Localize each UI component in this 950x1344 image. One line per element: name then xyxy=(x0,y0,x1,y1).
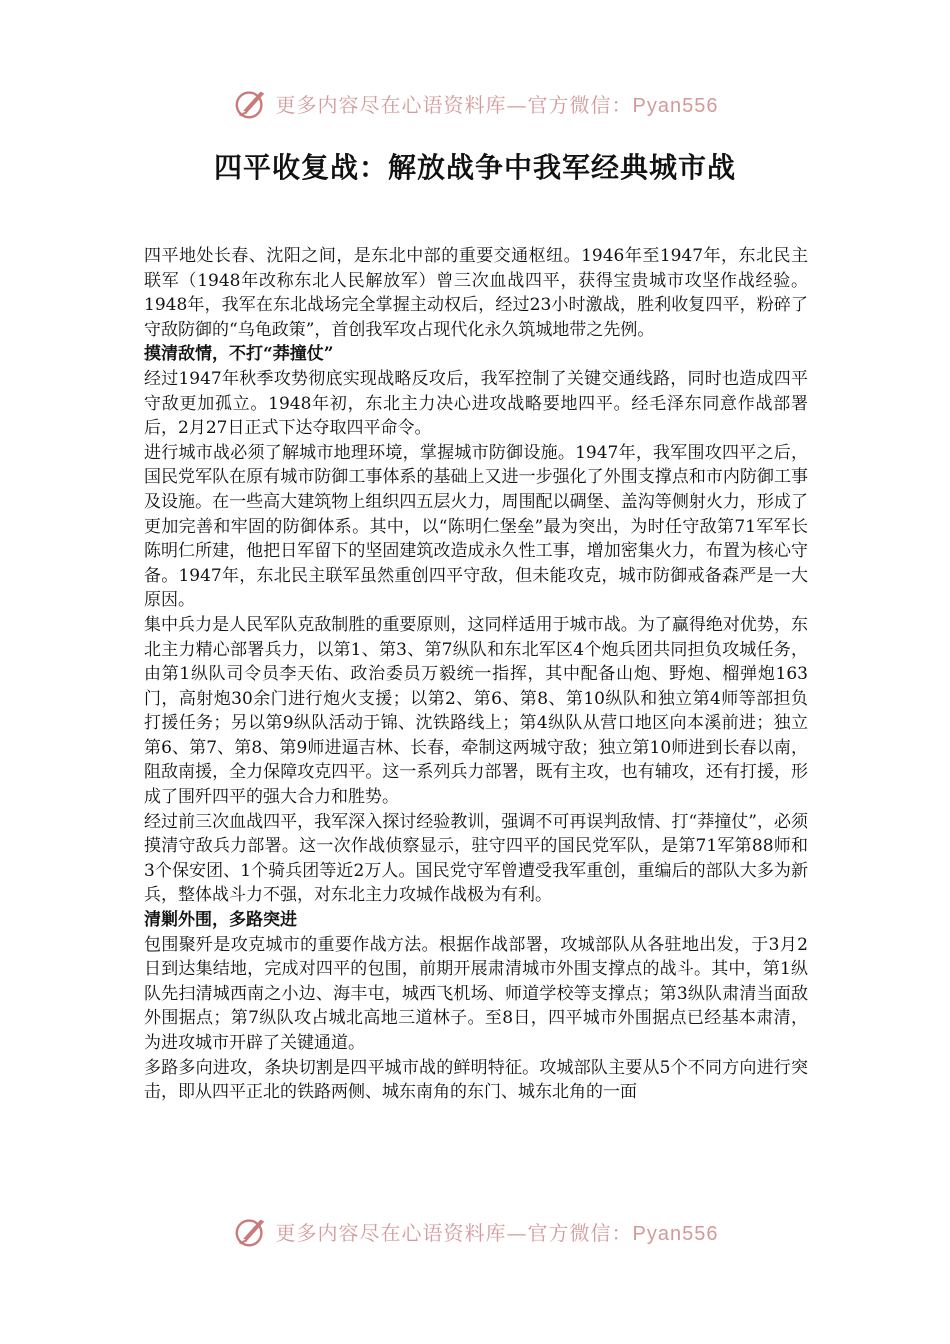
paragraph: 包围聚歼是攻克城市的重要作战方法。根据作战部署，攻城部队从各驻地出发，于3月2日到达集结地，完成对四平的包围，前期开展肃清城市外围支撑点的战斗。其中，第1纵队先扫清城西南之小边、海丰屯，城西飞机场、师道学校等支撑点；第3纵队肃清当面敌外围据点；第7纵队攻占城北高地三道林子。至8日，四平城市外围据点已经基本肃清，为进攻城市开辟了关键通道。 xyxy=(144,934,808,1053)
wechat-id: Pyan556 xyxy=(632,94,719,117)
paragraph: 经过前三次血战四平，我军深入探讨经验教训，强调不可再误判敌情、打“莽撞仗”，必须摸清守敌兵力部署。这一次作战侦察显示，驻守四平的国民党军队，是第71军第88师和3个保安团、1个骑兵团等近2万人。国民党守军曾遭受我军重创，重编后的部队大多为新兵，整体战斗力不强，对东北主力攻城作战极为有利。 xyxy=(144,811,808,906)
section-heading: 清剿外围，多路突进 xyxy=(144,910,297,931)
watermark-header xyxy=(0,78,950,128)
article-body xyxy=(144,244,808,1105)
watermark-footer xyxy=(0,1206,950,1256)
watermark-text: 更多内容尽在心语资料库—官方微信：Pyan556 xyxy=(275,92,719,117)
page-title: 四平收复战：解放战争中我军经典城市战 xyxy=(213,151,736,184)
paragraph: 集中兵力是人民军队克敌制胜的重要原则，这同样适用于城市战。为了赢得绝对优势，东北主力精心部署兵力，以第1、第3、第7纵队和东北军区4个炮兵团共同担负攻城任务，由第1纵队司令员李天佑、政治委员万毅统一指挥，其中配备山炮、野炮、榴弹炮163门，高射炮30余门进行炮火支援；以第2、第6、第8、第10纵队和独立第4师等部担负打援任务；另以第9纵队活动于锦、沈铁路线上；第4纵队从营口地区向本溪前进；独立第6、第7、第8、第9师进逼吉林、长春，牵制这两城守敌；独立第10师进到长春以南，阻敌南援，全力保障攻克四平。这一系列兵力部署，既有主攻，也有辅攻，还有打援，形成了围歼四平的强大合力和胜势。 xyxy=(144,614,808,808)
paragraph: 多路多向进攻，条块切割是四平城市战的鲜明特征。攻城部队主要从5个不同方向进行突击，即从四平正北的铁路两侧、城东南角的东门、城东北角的一面 xyxy=(144,1057,808,1103)
paragraph: 经过1947年秋季攻势彻底实现战略反攻后，我军控制了关键交通线路，同时也造成四平守敌更加孤立。1948年初，东北主力决心进攻战略要地四平。经毛泽东同意作战部署后，2月27日正式下达夺取四平命令。 xyxy=(144,368,808,439)
paragraph: 四平地处长春、沈阳之间，是东北中部的重要交通枢纽。1946年至1947年，东北民主联军（1948年改称东北人民解放军）曾三次血战四平，获得宝贵城市攻坚作战经验。1948年，我军在东北战场完全掌握主动权后，经过23小时激战，胜利收复四平，粉碎了守敌防御的“乌龟政策”，首创我军攻占现代化永久筑城地带之先例。 xyxy=(144,246,808,340)
pen-logo-icon xyxy=(232,1212,270,1250)
section-heading: 摸清敌情，不打“莽撞仗” xyxy=(144,344,334,365)
watermark-text: 更多内容尽在心语资料库—官方微信：Pyan556 xyxy=(275,1220,719,1245)
pen-logo-icon xyxy=(232,84,270,122)
paragraph: 进行城市战必须了解城市地理环境，掌握城市防御设施。1947年，我军围攻四平之后，国民党军队在原有城市防御工事体系的基础上又进一步强化了外围支撑点和市内防御工事及设施。在一些高大建筑物上组织四五层火力，周围配以碉堡、盖沟等侧射火力，形成了更加完善和牢固的防御体系。其中，以“陈明仁堡垒”最为突出，为时任守敌第71军军长陈明仁所建，他把日军留下的坚固建筑改造成永久性工事，增加密集火力，布置为核心守备。1947年，东北民主联军虽然重创四平守敌，但未能攻克，城市防御戒备森严是一大原因。 xyxy=(144,442,808,611)
wechat-id: Pyan556 xyxy=(632,1222,719,1245)
